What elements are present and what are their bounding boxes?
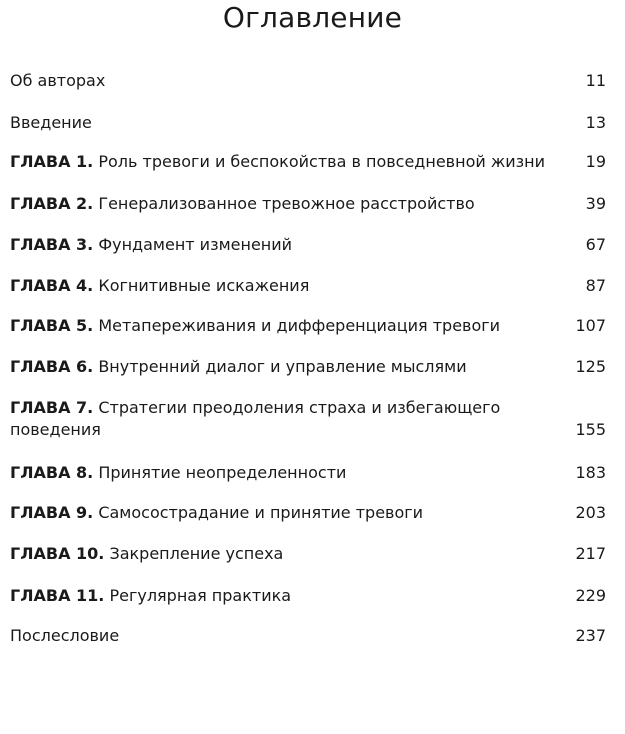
page-number: 183 [575, 463, 606, 482]
entry-text [10, 397, 540, 441]
chapter-label: ГЛАВА 8. [10, 463, 94, 482]
entry-text [10, 275, 540, 297]
entry-title: Роль тревоги и беспокойства в повседневной жизни [98, 152, 546, 171]
entry-title: Фундамент изменений [98, 235, 293, 254]
entry-text [10, 112, 540, 134]
toc-entry-chapter-6[interactable] [10, 356, 606, 378]
entry-text [10, 151, 570, 173]
page-number: 155 [575, 420, 606, 439]
entry-title: Об авторах [10, 71, 106, 90]
entry-text [10, 462, 540, 484]
entry-text [10, 543, 540, 565]
entry-text [10, 70, 540, 92]
entry-title: Генерализованное тревожное расстройство [98, 194, 475, 213]
chapter-label: ГЛАВА 7. [10, 398, 94, 417]
entry-title: Закрепление успеха [109, 544, 284, 563]
toc-entry-introduction[interactable] [10, 112, 606, 134]
entry-title: Когнитивные искажения [98, 276, 310, 295]
page-number: 13 [585, 113, 606, 132]
page-number: 107 [575, 316, 606, 335]
page-number: 229 [575, 586, 606, 605]
page-number: 125 [575, 357, 606, 376]
chapter-label: ГЛАВА 5. [10, 316, 94, 335]
entry-title: Метапереживания и дифференциация тревоги [98, 316, 501, 335]
page-number: 67 [585, 235, 606, 254]
entry-text [10, 193, 540, 215]
entry-text [10, 625, 540, 647]
entry-text [10, 356, 540, 378]
page-number: 203 [575, 503, 606, 522]
chapter-label: ГЛАВА 11. [10, 586, 105, 605]
toc-entry-chapter-10[interactable] [10, 543, 606, 565]
toc-entry-afterword[interactable] [10, 625, 606, 647]
toc-entry-about-authors[interactable] [10, 70, 606, 92]
entry-text [10, 502, 540, 524]
entry-title: Послесловие [10, 626, 120, 645]
chapter-label: ГЛАВА 1. [10, 152, 94, 171]
toc-entry-chapter-3[interactable] [10, 234, 606, 256]
page-number: 87 [585, 276, 606, 295]
entry-text [10, 585, 540, 607]
toc-entry-chapter-7[interactable] [10, 397, 606, 441]
toc-entry-chapter-9[interactable] [10, 502, 606, 524]
entry-text [10, 234, 540, 256]
page-number: 11 [585, 71, 606, 90]
entry-title: Внутренний диалог и управление мыслями [98, 357, 467, 376]
toc-entry-chapter-2[interactable] [10, 193, 606, 215]
toc-entry-chapter-8[interactable] [10, 462, 606, 484]
entry-title: Стратегии преодоления страха и избегающего поведения [10, 398, 501, 439]
chapter-label: ГЛАВА 3. [10, 235, 94, 254]
toc-entry-chapter-5[interactable] [10, 315, 606, 337]
entry-title: Самосострадание и принятие тревоги [98, 503, 424, 522]
chapter-label: ГЛАВА 9. [10, 503, 94, 522]
chapter-label: ГЛАВА 4. [10, 276, 94, 295]
page-number: 19 [585, 152, 606, 171]
chapter-label: ГЛАВА 2. [10, 194, 94, 213]
entry-title: Принятие неопределенности [98, 463, 347, 482]
page-number: 217 [575, 544, 606, 563]
page-title: Оглавление [222, 1, 403, 34]
toc-entry-chapter-1[interactable] [10, 151, 606, 173]
entry-title: Регулярная практика [109, 586, 292, 605]
entry-title: Введение [10, 113, 92, 132]
toc-entry-chapter-11[interactable] [10, 585, 606, 607]
toc-entry-chapter-4[interactable] [10, 275, 606, 297]
page-number: 237 [575, 626, 606, 645]
chapter-label: ГЛАВА 6. [10, 357, 94, 376]
entry-text [10, 315, 540, 337]
chapter-label: ГЛАВА 10. [10, 544, 105, 563]
page-number: 39 [585, 194, 606, 213]
